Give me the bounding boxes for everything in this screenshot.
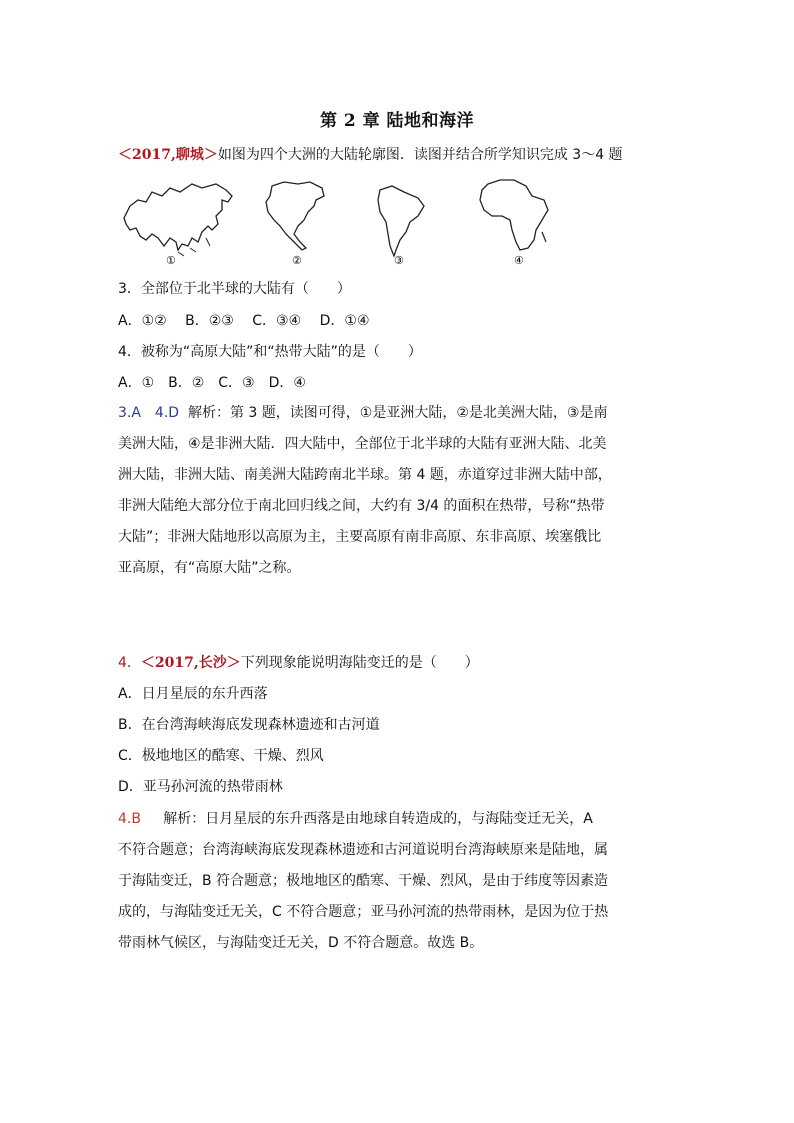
analysis-line: 带雨林气候区，与海陆变迁无关，D 不符合题意。故选 B。 xyxy=(118,935,484,951)
analysis-line: 亚高原，有“高原大陆”之称。 xyxy=(118,560,301,576)
continent-outlines-svg xyxy=(118,176,558,270)
analysis-line: 大陆”；非洲大陆地形以高原为主，主要高原有南非高原、东非高原、埃塞俄比 xyxy=(118,529,602,545)
chapter-title: 第 2 章 陆地和海洋 xyxy=(319,111,475,131)
south-america-outline xyxy=(378,186,424,256)
question-4-options: A．① B．② C．③ D．④ xyxy=(118,375,306,391)
analysis-line: 非洲大陆绝大部分位于南北回归线之间，大约有 3/4 的面积在热带，号称“热带 xyxy=(118,498,605,514)
source-tag: ＜2017,长沙＞ xyxy=(140,655,241,671)
question-3-options: A．①② B．②③ C．③④ D．①④ xyxy=(118,313,370,329)
analysis-line: 成的，与海陆变迁无关，C 不符合题意；亚马孙河流的热带雨林，是因为位于热 xyxy=(118,904,609,920)
africa-outline xyxy=(480,180,548,250)
option-c: C．极地地区的酷寒、干燥、烈风 xyxy=(118,748,324,764)
analysis-line: 洲大陆，非洲大陆、南美洲大陆跨南北半球。第 4 题，赤道穿过非洲大陆中部， xyxy=(118,467,612,483)
option-b: B．在台湾海峡海底发现森林遗迹和古河道 xyxy=(118,717,380,733)
answer-analysis-1 xyxy=(118,398,678,584)
source-tag: ＜2017,聊城＞ xyxy=(118,147,218,163)
question-stem: 下列现象能说明海陆变迁的是（ ） xyxy=(240,655,479,671)
map-label-3: ③ xyxy=(394,254,404,267)
answer-label: 4.B xyxy=(118,811,141,827)
option-a: A．日月星辰的东升西落 xyxy=(118,686,268,702)
map-label-4: ④ xyxy=(514,254,524,267)
analysis-line: 不符合题意；台湾海峡海底发现森林遗迹和古河道说明台湾海峡原来是陆地，属 xyxy=(118,842,608,858)
analysis-line: 于海陆变迁，B 符合题意；极地地区的酷寒、干燥、烈风，是由于纬度等因素造 xyxy=(118,873,609,889)
question-3: 3．全部位于北半球的大陆有（ ） xyxy=(118,281,351,297)
question-number: 4． xyxy=(118,655,141,671)
north-america-outline xyxy=(266,182,324,250)
intro-text: 如图为四个大洲的大陆轮廓图．读图并结合所学知识完成 3～4 题 xyxy=(217,147,623,163)
analysis-line: 美洲大陆，④是非洲大陆．四大陆中，全部位于北半球的大陆有亚洲大陆、北美 xyxy=(118,436,607,452)
continent-outline-figure xyxy=(118,176,558,270)
map-label-2: ② xyxy=(292,254,302,267)
asia-outline xyxy=(124,184,232,250)
analysis-line: 4.B 解析：日月星辰的东升西落是由地球自转造成的，与海陆变迁无关，A xyxy=(118,811,593,827)
question-changsha xyxy=(118,653,479,673)
answer-analysis-2 xyxy=(118,804,678,959)
question-intro xyxy=(118,145,623,165)
answer-label: 3.A 4.D xyxy=(118,405,180,421)
analysis-line: 3.A 4.D 解析：第 3 题，读图可得，①是亚洲大陆，②是北美洲大陆，③是南 xyxy=(118,405,608,421)
question-4: 4．被称为“高原大陆”和“热带大陆”的是（ ） xyxy=(118,344,422,360)
map-label-1: ① xyxy=(166,254,176,267)
option-d: D．亚马孙河流的热带雨林 xyxy=(118,779,283,795)
